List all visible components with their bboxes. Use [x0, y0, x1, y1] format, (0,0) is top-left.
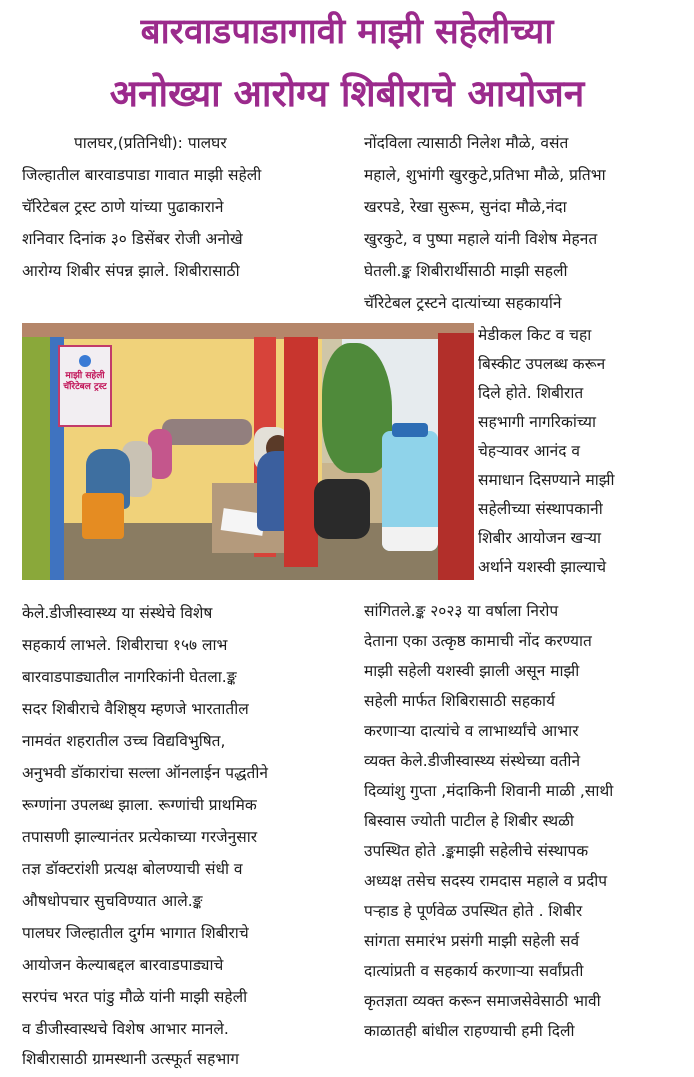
article-line: दात्यांप्रती व सहकार्य करणाऱ्या सर्वांप्रती — [364, 962, 584, 980]
article-line: औषधोपचार सुचविण्यात आले.ङ्क — [22, 892, 203, 910]
article-line: सरपंच भरत पांडु मौळे यांनी माझी सहेली — [22, 988, 248, 1006]
photo-cooler-cap — [392, 423, 428, 437]
article-line: आयोजन केल्याबद्दल बारवाडपाड्याचे — [22, 956, 224, 974]
article-line: देताना एका उत्कृष्ठ कामाची नोंद करण्यात — [364, 632, 592, 650]
headline-line-1: बारवाडपाडागावी माझी सहेलीच्या — [140, 12, 554, 52]
article-line: खुरकुटे, व पुष्पा महाले यांनी विशेष मेहनत — [364, 230, 598, 248]
article-line: दिव्यांशु गुप्ता ,मंदाकिनी शिवानी माळी ,साथी — [364, 782, 614, 800]
article-line: करणाऱ्या दात्यांचे व लाभार्थ्यांचे आभार — [364, 722, 579, 740]
photo-pillar — [438, 333, 474, 580]
article-line: बिस्कीट उपलब्ध करून — [478, 355, 606, 373]
article-line: चेहऱ्यावर आनंद व — [478, 442, 580, 460]
article-line: तज्ञ डॉक्टरांशी प्रत्यक्ष बोलण्याची संधी व — [22, 860, 243, 878]
article-line: माझी सहेली यशस्वी झाली असून माझी — [364, 662, 580, 680]
article-line: महाले, शुभांगी खुरकुटे,प्रतिभा मौळे, प्रतिभा — [364, 166, 606, 184]
article-line: सांगता समारंभ प्रसंगी माझी सहेली सर्व — [364, 932, 580, 950]
article-line: समाधान दिसण्याने माझी — [478, 471, 615, 489]
photo-cooler-base — [382, 527, 438, 551]
article-line: सदर शिबीराचे वैशिष्ठ्य म्हणजे भारतातील — [22, 700, 249, 718]
article-line: शनिवार दिनांक ३० डिसेंबर रोजी अनोखे — [22, 230, 243, 248]
article-line: अर्थाने यशस्वी झाल्याचे — [478, 558, 607, 576]
article-line: अनुभवी डॉकारांचा सल्ला ऑनलाईन पद्धतीने — [22, 764, 268, 782]
article-line: दिले होते. शिबीरात — [478, 384, 584, 402]
article-photo — [22, 323, 474, 580]
article-line: सांगितले.ङ्क २०२३ या वर्षाला निरोप — [364, 602, 559, 620]
article-line: सहेली मार्फत शिबिरासाठी सहकार्य — [364, 692, 555, 710]
banner-text: माझी सहेली चॅरिटेबल ट्रस्ट — [63, 371, 107, 392]
article-line: केले.डीजीस्वास्थ्य या संस्थेचे विशेष — [22, 604, 213, 622]
article-line: मेडीकल किट व चहा — [478, 326, 592, 344]
article-line: चॅरिटेबल ट्रस्ट ठाणे यांच्या पुढाकाराने — [22, 198, 224, 216]
article-line: घेतली.ङ्क शिबीरार्थीसाठी माझी सहली — [364, 262, 568, 280]
article-line: पालघर जिल्हातील दुर्गम भागात शिबीराचे — [22, 924, 249, 942]
article-line: अध्यक्ष तसेच सदस्य रामदास महाले व प्रदीप — [364, 872, 608, 890]
article-line: काळातही बांधील राहण्याची हमी दिली — [364, 1022, 575, 1040]
article-line: व डीजीस्वास्थचे विशेष आभार मानले. — [22, 1020, 229, 1038]
article-line: आरोग्य शिबीर संपन्न झाले. शिबीरासाठी — [22, 262, 240, 280]
article-line: जिल्हातील बारवाडपाडा गावात माझी सहेली — [22, 166, 262, 184]
article-line: व्यक्त केले.डीजीस्वास्थ्य संस्थेच्या वतीने — [364, 752, 581, 770]
article-line: सहेलीच्या संस्थापकानी — [478, 500, 603, 518]
article-line: पऱ्हाड हे पूर्णवेळ उपस्थित होते . शिबीर — [364, 902, 583, 920]
article-line: चॅरिटेबल ट्रस्टने दात्यांच्या सहकार्याने — [364, 294, 562, 312]
photo-banner — [58, 345, 112, 427]
article-line: कृतज्ञता व्यक्त करून समाजसेवेसाठी भावी — [364, 992, 601, 1010]
article-line: खरपडे, रेखा सुरूम, सुनंदा मौळे,नंदा — [364, 198, 567, 216]
photo-bag — [314, 479, 370, 539]
article-line: शिबीर आयोजन खऱ्या — [478, 529, 602, 547]
article-line: पालघर,(प्रतिनिधी): पालघर — [74, 134, 227, 152]
article-line: सहकार्य लाभले. शिबीराचा १५७ लाभ — [22, 636, 228, 654]
photo-chair — [82, 493, 124, 539]
photo-crowd — [162, 419, 252, 445]
article-line: बारवाडपाड्यातील नागरिकांनी घेतला.ङ्क — [22, 668, 237, 686]
photo-pillar — [284, 337, 318, 567]
article-line: नोंदविला त्यासाठी निलेश मौळे, वसंत — [364, 134, 569, 152]
headline-line-2: अनोख्या आरोग्य शिबीराचे आयोजन — [109, 72, 585, 115]
article-line: तपासणी झाल्यानंतर प्रत्येकाच्या गरजेनुसार — [22, 828, 258, 846]
photo-green-edge — [22, 337, 52, 580]
banner-logo-icon — [79, 355, 91, 367]
article-line: रूग्णांना उपलब्ध झाला. रूग्णांची प्राथमिक — [22, 796, 257, 814]
article-line: सहभागी नागरिकांच्या — [478, 413, 597, 431]
article-line: बिस्वास ज्योती पाटील हे शिबीर स्थळी — [364, 812, 574, 830]
article-line: नामवंत शहरातील उच्च विद्यविभुषित, — [22, 732, 226, 750]
photo-roof — [22, 323, 474, 339]
photo-water-cooler — [382, 431, 438, 551]
article-line: उपस्थित होते .ङ्कमाझी सहेलीचे संस्थापक — [364, 842, 589, 860]
article-line: शिबीरासाठी ग्रामस्थानी उत्स्फूर्त सहभाग — [22, 1050, 239, 1068]
